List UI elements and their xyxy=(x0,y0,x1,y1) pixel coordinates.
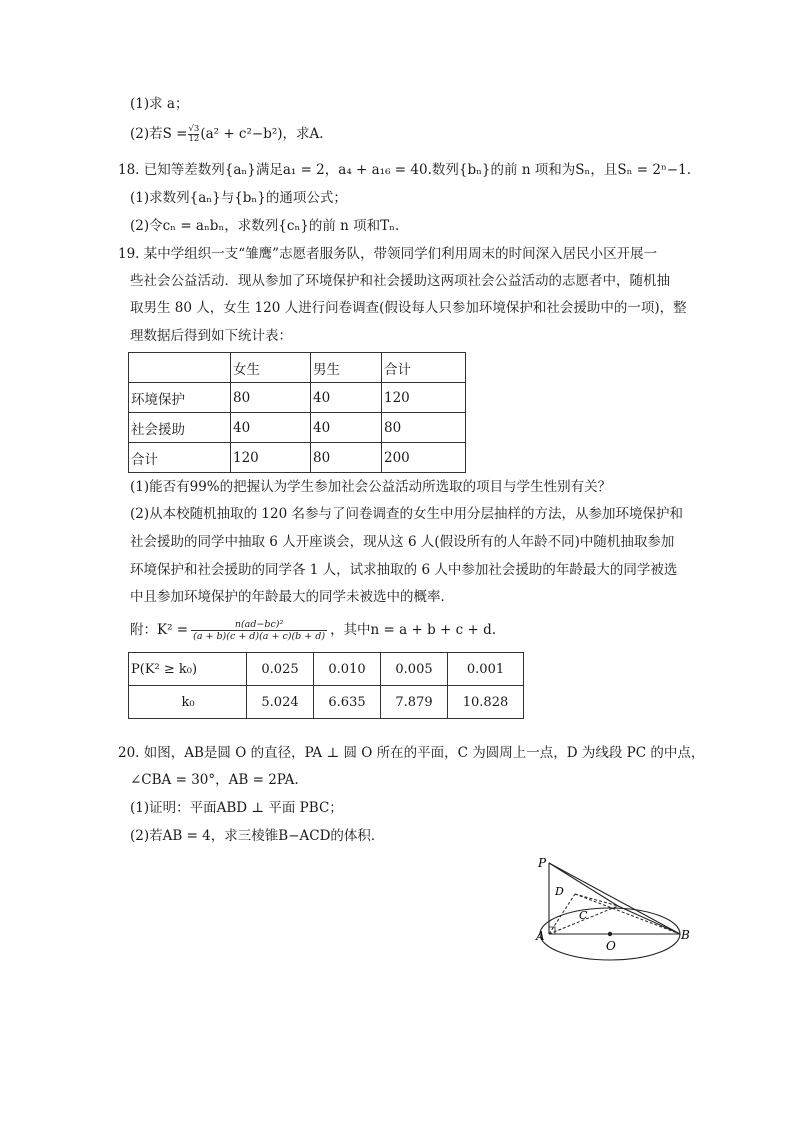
table-cell: 80 xyxy=(231,383,311,413)
table-cell: 40 xyxy=(311,413,382,443)
table-cell: 7.879 xyxy=(381,686,448,719)
table-row xyxy=(129,413,466,443)
q17-part2-expr: (a² + c²−b²)，求A. xyxy=(200,126,324,142)
table-cell: 10.828 xyxy=(448,686,524,719)
q17-part2 xyxy=(130,124,324,144)
table-row xyxy=(129,686,524,719)
q18-part1: (1)求数列{aₙ}与{bₙ}的通项公式； xyxy=(130,190,347,206)
label-o: O xyxy=(606,939,616,953)
q19-formula xyxy=(130,618,496,642)
q20-stem-line1: 20. 如图，AB是圆 O 的直径，PA ⊥ 圆 O 所在的平面，C 为圆周上一点，D 为线段 PC 的中点， xyxy=(118,745,705,761)
q18-part2: (2)令cₙ = aₙbₙ，求数列{cₙ}的前 n 项和Tₙ. xyxy=(130,218,400,234)
q19-part1: (1)能否有99%的把握认为学生参加社会公益活动所选取的项目与学生性别有关？ xyxy=(130,479,612,495)
table-row xyxy=(129,653,524,686)
q18-stem: 18. 已知等差数列{aₙ}满足a₁ = 2，a₄ + a₁₆ = 40.数列{bₙ}的前 n 项和为Sₙ，且Sₙ = 2ⁿ−1. xyxy=(118,162,691,178)
segment-ad xyxy=(549,894,575,934)
q19-part2-line3: 环境保护和社会援助的同学各 1 人，试求抽取的 6 人中参加社会援助的年龄最大的同学被选 xyxy=(130,562,678,578)
q19-stem-line2: 些社会公益活动．现从参加了环境保护和社会援助这两项社会公益活动的志愿者中，随机抽 xyxy=(130,273,670,289)
critical-value-table xyxy=(128,652,524,719)
table-cell: 40 xyxy=(231,413,311,443)
table-cell: P(K² ≥ k₀) xyxy=(129,653,247,686)
segment-dc xyxy=(575,894,618,906)
pyramid-figure xyxy=(530,850,710,980)
label-d: D xyxy=(555,885,564,898)
table-cell: 6.635 xyxy=(314,686,381,719)
q19-stem-line3: 取男生 80 人，女生 120 人进行问卷调查(假设每人只参加环境保护和社会援助中的一项)，整 xyxy=(130,300,687,316)
center-point-o xyxy=(608,932,612,936)
segment-cb xyxy=(618,906,680,934)
segment-pb xyxy=(549,863,680,934)
table-header-row xyxy=(129,353,466,383)
q19-part2-line4: 中且参加环境保护的年龄最大的同学未被选中的概率． xyxy=(130,589,454,605)
table-cell: 80 xyxy=(311,443,382,473)
table-cell: 200 xyxy=(382,443,466,473)
survey-table xyxy=(128,352,466,473)
table-cell: 120 xyxy=(382,383,466,413)
q20-part2: (2)若AB = 4，求三棱锥B−ACD的体积． xyxy=(130,828,385,844)
table-cell: 男生 xyxy=(311,353,382,383)
q17-fraction xyxy=(188,125,199,144)
table-row xyxy=(129,383,466,413)
table-cell: 5.024 xyxy=(247,686,314,719)
table-cell: 0.025 xyxy=(247,653,314,686)
table-cell: 0.001 xyxy=(448,653,524,686)
table-cell: 40 xyxy=(311,383,382,413)
table-row xyxy=(129,443,466,473)
chi-square-fraction xyxy=(191,619,327,642)
table-cell: 合计 xyxy=(382,353,466,383)
q20-stem-line2: ∠CBA = 30°，AB = 2PA. xyxy=(130,772,299,788)
table-cell: k₀ xyxy=(129,686,247,719)
table-cell: 0.010 xyxy=(314,653,381,686)
table-cell: 120 xyxy=(231,443,311,473)
label-p: P xyxy=(538,856,547,870)
segment-db xyxy=(575,894,680,934)
q19-part2-line1: (2)从本校随机抽取的 120 名参与了问卷调查的女生中用分层抽样的方法，从参加环境保护和 xyxy=(130,506,683,522)
q17-part2-prefix: (2)若S = xyxy=(130,126,188,142)
formula-numerator: n(ad−bc)² xyxy=(191,619,327,631)
q19-stem-line1: 19. 某中学组织一支“雏鹰”志愿者服务队，带领同学们利用周末的时间深入居民小区开展一 xyxy=(118,246,658,262)
label-a: A xyxy=(536,929,545,943)
q20-part1: (1)证明：平面ABD ⊥ 平面 PBC； xyxy=(130,800,343,816)
table-cell: 环境保护 xyxy=(129,383,231,413)
table-cell: 合计 xyxy=(129,443,231,473)
q17-frac-den: 12 xyxy=(188,134,200,144)
label-b: B xyxy=(681,928,690,942)
q19-stem-line4: 理数据后得到如下统计表： xyxy=(130,328,292,344)
q17-frac-num: √3 xyxy=(188,124,200,134)
table-cell xyxy=(129,353,231,383)
formula-suffix: ，其中n = a + b + c + d. xyxy=(330,622,497,638)
q19-part2-line2: 社会援助的同学中抽取 6 人开座谈会，现从这 6 人(假设所有的人年龄不同)中随机抽取参加 xyxy=(130,534,675,550)
label-c: C xyxy=(579,909,588,922)
q17-part1: (1)求 a； xyxy=(130,96,189,112)
formula-prefix: 附：K² = xyxy=(130,622,189,638)
formula-denominator: (a + b)(c + d)(a + c)(b + d) xyxy=(193,631,326,642)
table-cell: 女生 xyxy=(231,353,311,383)
table-cell: 社会援助 xyxy=(129,413,231,443)
table-cell: 0.005 xyxy=(381,653,448,686)
table-cell: 80 xyxy=(382,413,466,443)
